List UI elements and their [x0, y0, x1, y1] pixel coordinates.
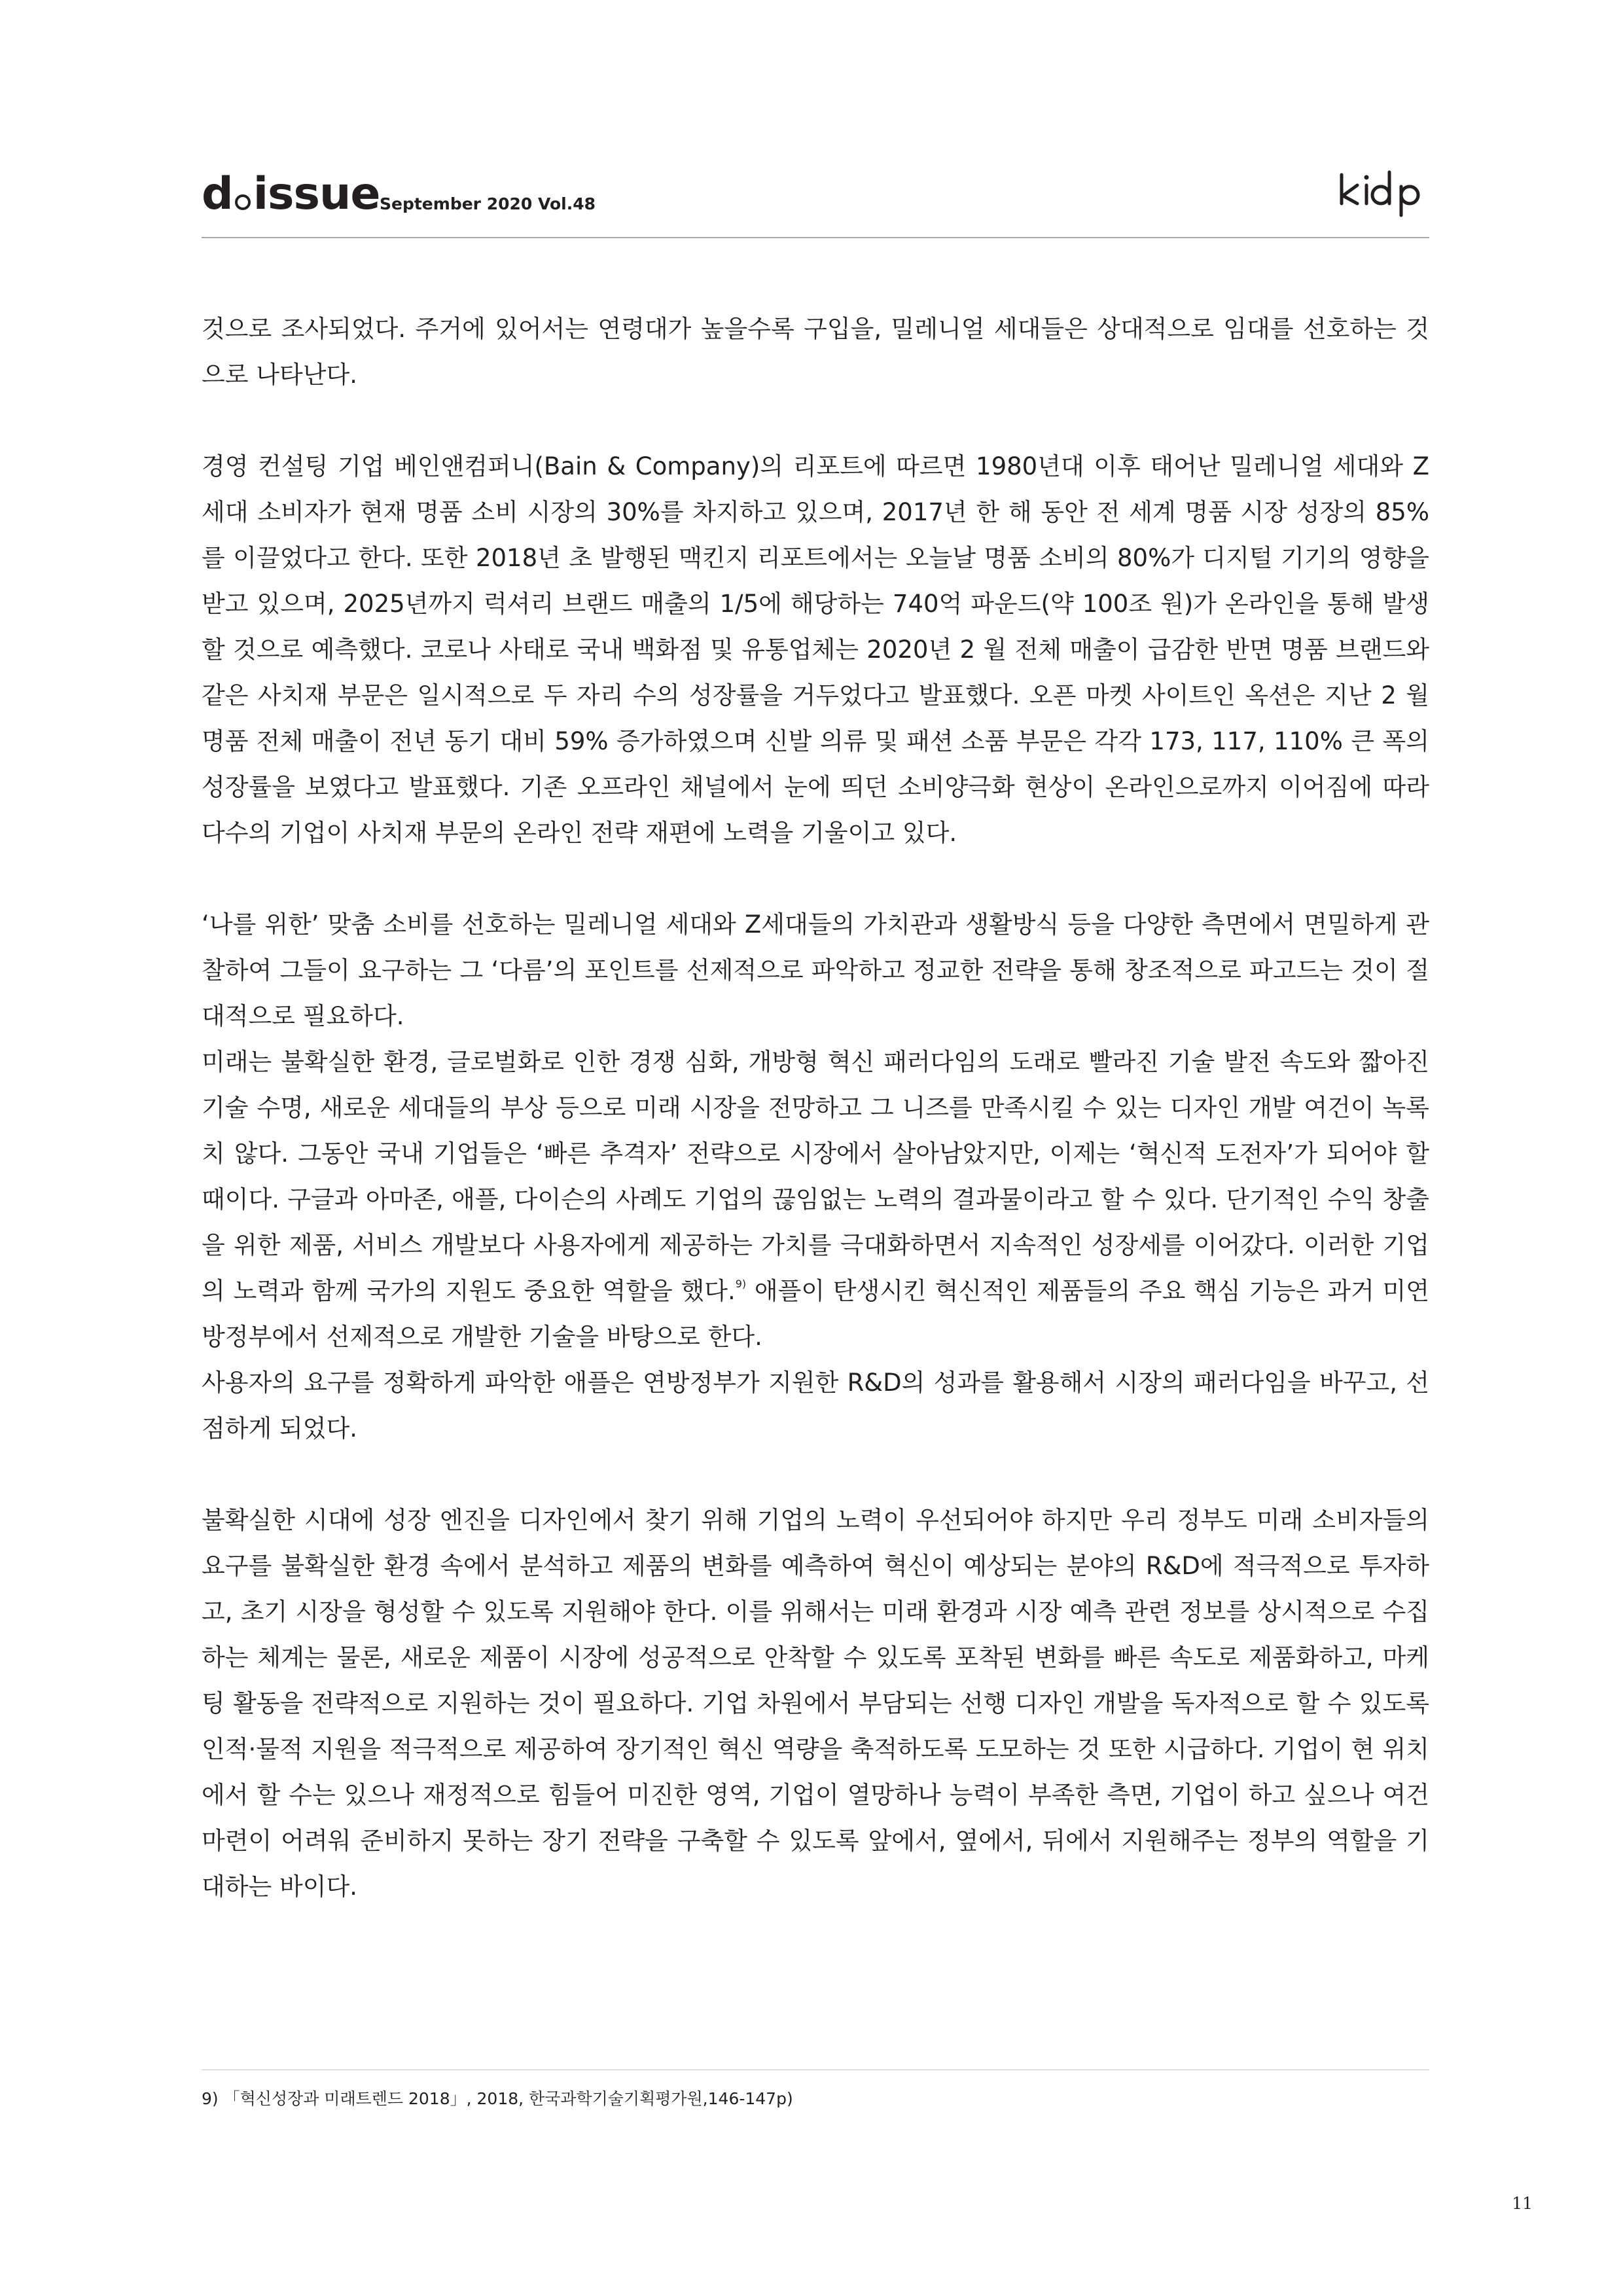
paragraph-4-continued: 애플이 탄생시킨 혁신적인 제품들의 주요 핵심 기능은 과거 미연방정부에서 선제적으로 개발한 기술을 바탕으로 한다. — [202, 1277, 1429, 1351]
issue-info: September 2020 Vol.48 — [380, 194, 596, 213]
paragraph-4 — [202, 1039, 1429, 1360]
article-body — [202, 306, 1429, 1910]
page-header — [202, 160, 1429, 239]
paragraph-spacer — [202, 856, 1429, 902]
brand-dot-icon — [235, 194, 251, 210]
paragraph-4-text: 미래는 불확실한 환경, 글로벌화로 인한 경쟁 심화, 개방형 혁신 패러다임의 도래로 빨라진 기술 발전 속도와 짧아진 기술 수명, 새로운 세대들의 부상 등으로 미래 시장을 전망하고 그 니즈를 만족시킬 수 있는 디자인 개발 여건이 녹록치 않다. 그동안 국내 기업들은 ‘빠른 추격자’ 전략으로 시장에서 살아남았지만, 이제는 ‘혁신적 도전자’가 되어야 할 때이다. 구글과 아마존, 애플, 다이슨의 사례도 기업의 끊임없는 노력의 결과물이라고 할 수 있다. 단기적인 수익 창출을 위한 제품, 서비스 개발보다 사용자에게 제공하는 가치를 극대화하면서 지속적인 성장세를 이어갔다. 이러한 기업의 노력과 함께 국가의 지원도 중요한 역할을 했다. — [202, 1048, 1429, 1305]
brand-logo — [202, 168, 380, 221]
paragraph-6: 불확실한 시대에 성장 엔진을 디자인에서 찾기 위해 기업의 노력이 우선되어야 하지만 우리 정부도 미래 소비자들의 요구를 불확실한 환경 속에서 분석하고 제품의 변화를 예측하여 혁신이 예상되는 분야의 R&D에 적극적으로 투자하고, 초기 시장을 형성할 수 있도록 지원해야 한다. 이를 위해서는 미래 환경과 시장 예측 관련 정보를 상시적으로 수집하는 체계는 물론, 새로운 제품이 시장에 성공적으로 안착할 수 있도록 포착된 변화를 빠른 속도로 제품화하고, 마케팅 활동을 전략적으로 지원하는 것이 필요하다. 기업 차원에서 부담되는 선행 디자인 개발을 독자적으로 할 수 있도록 인적·물적 지원을 적극적으로 제공하여 장기적인 혁신 역량을 축적하도록 도모하는 것 또한 시급하다. 기업이 현 위치에서 할 수는 있으나 재정적으로 힘들어 미진한 영역, 기업이 열망하나 능력이 부족한 측면, 기업이 하고 싶으나 여건 마련이 어려워 준비하지 못하는 장기 전략을 구축할 수 있도록 앞에서, 옆에서, 뒤에서 지원해주는 정부의 역할을 기대하는 바이다. — [202, 1506, 1429, 1901]
paragraph-spacer — [202, 398, 1429, 444]
paragraph-2: 경영 컨설팅 기업 베인앤컴퍼니(Bain & Company)의 리포트에 따르면 1980년대 이후 태어난 밀레니얼 세대와 Z 세대 소비자가 현재 명품 소비 시장의 30%를 차지하고 있으며, 2017년 한 해 동안 전 세계 명품 시장 성장의 85%를 이끌었다고 한다. 또한 2018년 초 발행된 맥킨지 리포트에서는 오늘날 명품 소비의 80%가 디지털 기기의 영향을 받고 있으며, 2025년까지 럭셔리 브랜드 매출의 1/5에 해당하는 740억 파운드(약 100조 원)가 온라인을 통해 발생할 것으로 예측했다. 코로나 사태로 국내 백화점 및 유통업체는 2020년 2 월 전체 매출이 급감한 반면 명품 브랜드와 같은 사치재 부문은 일시적으로 두 자리 수의 성장률을 거두었다고 발표했다. 오픈 마켓 사이트인 옥션은 지난 2 월 명품 전체 매출이 전년 동기 대비 59% 증가하였으며 신발 의류 및 패션 소품 부문은 각각 173, 117, 110% 큰 폭의 성장률을 보였다고 발표했다. 기존 오프라인 채널에서 눈에 띄던 소비양극화 현상이 온라인으로까지 이어짐에 따라 다수의 기업이 사치재 부문의 온라인 전략 재편에 노력을 기울이고 있다. — [202, 452, 1429, 847]
kidp-logo-icon — [1338, 166, 1429, 218]
header-divider — [202, 237, 1429, 238]
paragraph-3: ‘나를 위한’ 맞춤 소비를 선호하는 밀레니얼 세대와 Z세대들의 가치관과 생활방식 등을 다양한 측면에서 면밀하게 관찰하여 그들이 요구하는 그 ‘다름’의 포인트를 선제적으로 파악하고 정교한 전략을 통해 창조적으로 파고드는 것이 절대적으로 필요하다. — [202, 910, 1430, 1030]
paragraph-spacer — [202, 1452, 1429, 1498]
brand-right: issue — [253, 168, 380, 220]
paragraph-5: 사용자의 요구를 정확하게 파악한 애플은 연방정부가 지원한 R&D의 성과를 활용해서 시장의 패러다임을 바꾸고, 선점하게 되었다. — [202, 1369, 1429, 1443]
brand-left: d — [202, 168, 233, 220]
paragraph-1: 것으로 조사되었다. 주거에 있어서는 연령대가 높을수록 구입을, 밀레니얼 세대들은 상대적으로 임대를 선호하는 것으로 나타난다. — [202, 315, 1429, 389]
footnote-text: 9) 「혁신성장과 미래트렌드 2018」, 2018, 한국과학기술기획평가원,146-147p) — [202, 2089, 793, 2108]
page-number: 11 — [1512, 2194, 1533, 2213]
footnote-marker[interactable]: 9) — [735, 1278, 747, 1290]
